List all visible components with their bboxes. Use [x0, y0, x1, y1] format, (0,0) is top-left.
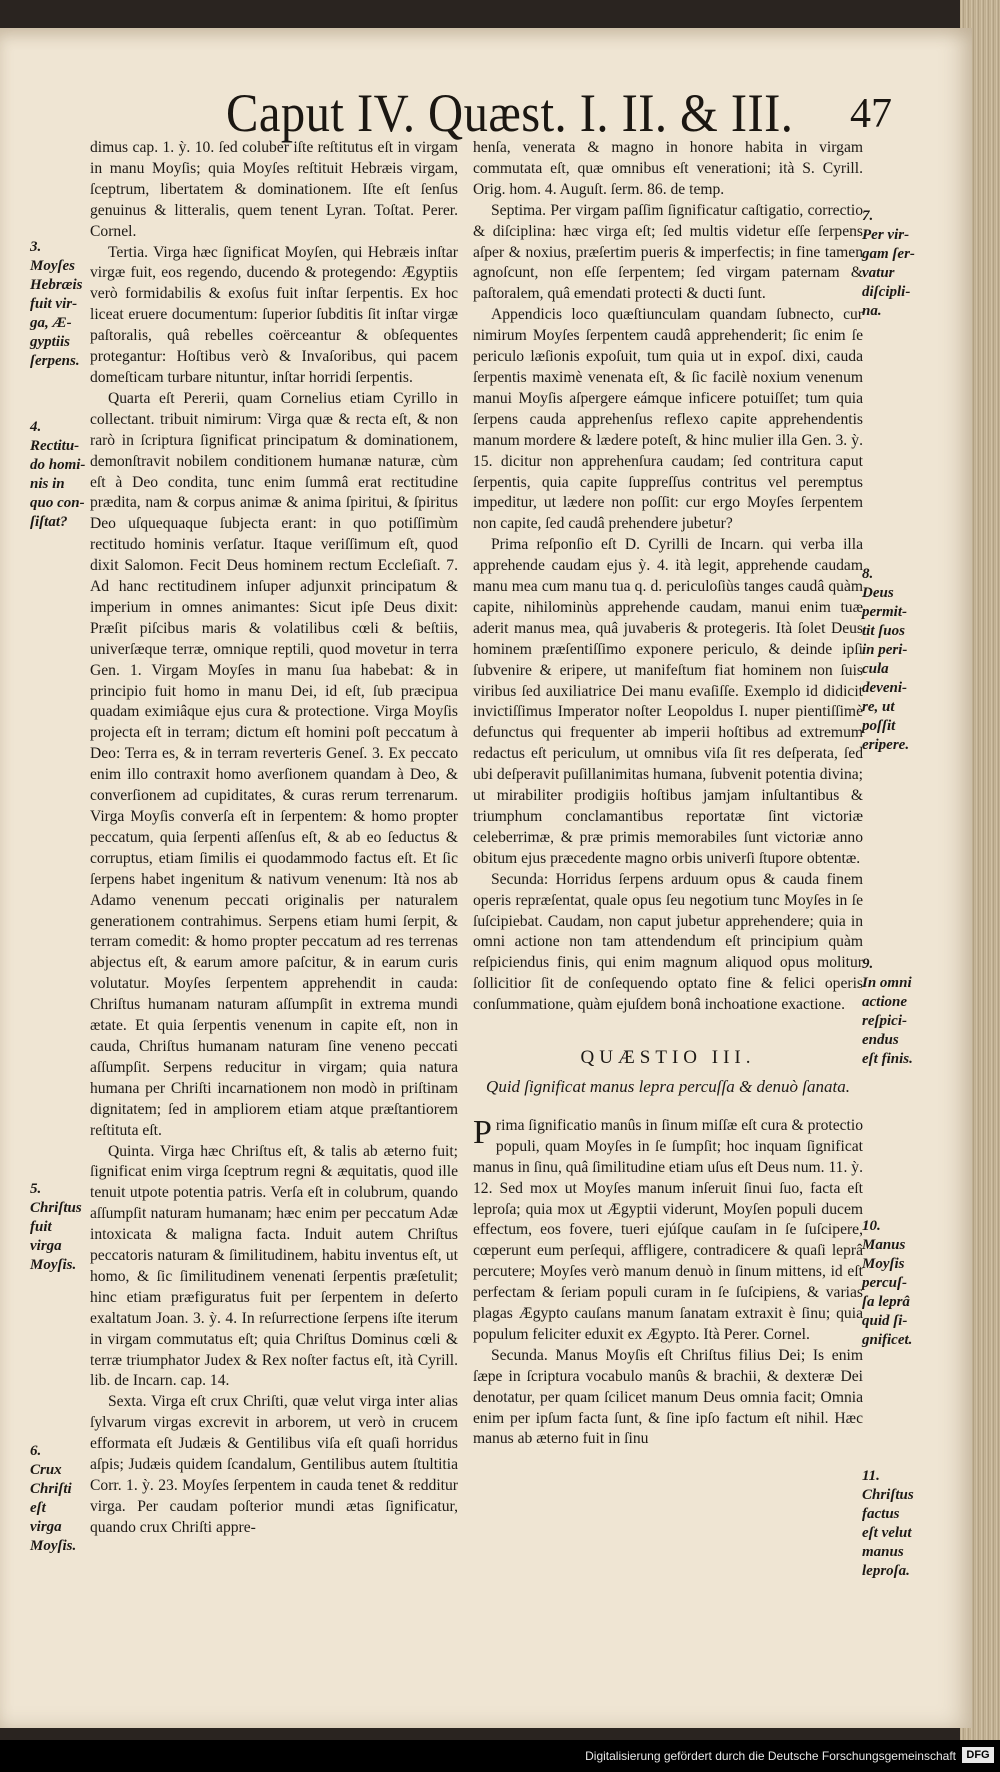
paragraph: dimus cap. 1. ỳ. 10. ſed coluber iſte reſtitutus eſt in virgam in manu Moyſis; quia Moyſes reſtituit Hebræis virgam, ſceptrum, libertatem & dominationem. Iſte eſt ſenſus genuinus & litteralis, quem tenent Lyran. Toſtat. Perer. Cornel.: [90, 139, 458, 240]
quaestio-heading: QUÆSTIO III.: [580, 1047, 756, 1069]
margin-note: 9. In omni actione reſpici- endus eſt finis.: [862, 956, 913, 1067]
page-number: 47: [850, 91, 892, 137]
margin-note: 6. Crux Chriſti eſt virga Moyſis.: [30, 1443, 77, 1554]
paragraph: Tertia. Virga hæc ſignificat Moyſen, qui Hebræis inſtar virgæ fuit, eos regendo, ducendo & protegendo: Ægyptiis verò formidabilis & exoſus fuit inſtar ſerpentis. Ex hoc liceat eruere documentum: ſuperior ſubditis ſit inſtar virgæ paſtoralis, quâ rebelles coërceantur & obſequentes protegantur: Hoſtibus verò & Invaſoribus, qui pacem domeſticam turbare nituntur, inſtar horridi ſerpentis.: [90, 243, 458, 386]
paragraph-text: rima ſignificatio manûs in ſinum miſſæ eſt cura & protectio populi, quam Moyſes in ſe ſumpſit; hoc inquam ſignificat manus in ſinu, quâ ſimilitudine etiam uſus eſt Deus num. 11. ỳ. 12. Sed mox ut Moyſes manum inſeruit ſinui ſuo, facta eſt leproſa; quia mox ut Ægyptii viderunt, Moyſen populi ducem effectum, eos fovere, tueri ejúſque cauſam in ſe ſuſcipere, cœperunt eum perſequi, affligere, contradicere & quaſi leprâ percutere; Moyſes verò manum denuò in ſinum mittens, id eſt perfectam & ſeriam populi curam in ſe ſuſcipiens, & varias plagas Ægypto cauſans manum ſanatam extraxit è ſinu; quia populum feliciter eduxit ex Ægypto. Ità Perer. Cornel.: [473, 1116, 863, 1343]
margin-note: 7. Per vir- gam ſer- vatur diſcipli- na.: [862, 208, 915, 319]
margin-note: 5. Chriſtus fuit virga Moyſis.: [30, 1181, 82, 1273]
paragraph: henſa, venerata & magno in honore habita in virgam commutata eſt, quæ omnibus eſt venerationi; ità S. Cyrill. Orig. hom. 4. Auguſt. ſerm. 86. de temp.: [473, 139, 863, 198]
paragraph: Secunda: Horridus ſerpens arduum opus & cauda finem operis repræſentat, quale opus ſeu negotium tunc Moyſes in ſe ſuſcipiebat. Caudam, non caput jubetur apprehendere; quia in omni actione non tam attendendum eſt principium quàm reſpiciendus finis, qui enim magnum aliquod opus molitur ſollicitior ſit de conſequendo optato fine & felici operis conſummatione, quàm ejuſdem bonâ inchoatione exactione.: [473, 870, 863, 1014]
paragraph: Septima. Per virgam paſſim ſignificatur caſtigatio, correctio & diſciplina: hæc virga eſt; ſed multis videtur eſſe ſerpens aſper & noxius, præſertim pueris & imperfectis; in fine tamen agnoſcunt, non eſſe ſerpentem; ſed virgam paternam & paſtoralem, quâ emendati protecti & ducti ſunt.: [473, 201, 863, 303]
paragraph: Quarta eſt Pererii, quam Cornelius etiam Cyrillo in collectant. tribuit nimirum: Virga quæ & recta eſt, & non rarò in ſcriptura ſignificat principatum & dominationem, demonſtravit nobilem conditionem humanæ naturæ, cùm eſt à Deo condita, tunc enim ſummâ erat rectitudine prædita, nam & corpus animæ & anima ſpiritui, & ſpiritus Deo uſquequaque ſubjecta erant: in quo potiſſimùm rectitudo hominis verſatur. Itaque veriſſimum eſt, quod dixit Salomon. Fecit Deus hominem rectum Eccleſiaſt. 7. Ad hanc rectitudinem inſuper adjunxit principatum & imperium in omnes animantes: Sicut ipſe Deus dixit: Præſit piſcibus maris & volatilibus cœli & beſtiis, univerſæque terræ, omnique reptili, quod movetur in terra Gen. 1. Virgam Moyſes in manu ſua habebat: & in principio fuit homo in manu Dei, id eſt, ſub præcipua quadam eximiâque ejus cura & protectione. Virga Moyſis projecta eſt in terram; dictum eſt homini poſt peccatum à Deo: Terra es, & in terram reverteris Geneſ. 3. Ex peccato enim illo contraxit homo averſionem quandam à Deo, & converſionem ad cupiditates, & curas rerum terrenarum. Virga Moyſis converſa eſt in ſerpentem: & homo propter peccatum, quia ſerpenti aſſenſus eſt, & ab eo ſeductus & corruptus, etiam ſimilis ei quodammodo factus eſt. Et ſic ſerpens habet ingenitum & nativum venenum: Ità nos ab Adamo venenum peccati originalis per naturalem generationem contrahimus. Serpens etiam humi ſerpit, & terram comedit: & homo propter peccatum ad res terrenas abjectus eſt, & earum amore paſcitur, & in earum curis volutatur. Moyſes ſerpentem apprehendit in cauda: Chriſtus humanam naturam aſſumpſit in extrema mundi ætate. Et quia ſerpentis venenum in capite eſt, non in cauda, Chriſtus humanam naturam ſine veneno peccati aſſumpſit. Serpens reducitur in virgam; quia natura humana per Chriſti incarnationem non modò in priſtinam dignitatem; ſed in ampliorem etiam atque præſtantiorem reſtituta eſt.: [90, 389, 458, 1139]
right-column: [473, 138, 863, 1450]
margin-note: 8. Deus permit- tit ſuos in peri- cula deveni- re, ut poſſit eripere.: [862, 566, 910, 753]
quaestio-subtitle: Quid ſignificat manus lepra percuſſa & denuò ſanata.: [486, 1076, 850, 1096]
dfg-logo: DFG: [962, 1747, 994, 1763]
margin-note: 10. Manus Moyſis percuſ- ſa leprâ quid ſi- gnificet.: [862, 1218, 913, 1348]
drop-cap: P: [473, 1113, 492, 1151]
paragraph: Sexta. Virga eſt crux Chriſti, quæ velut virga inter alias ſylvarum virgas excrevit in arborem, ut verò in crucem efformata eſt Judæis & Gentilibus viſa eſt quaſi horridus aſpis; Judæis quidem ſcandalum, Gentilibus autem ſtultitia Corr. 1. ỳ. 23. Moyſes ſerpentem in cauda tenet & redditur virga. Per caudam poſterior mundi ætas ſignificatur, quando crux Chriſti appre-: [90, 1393, 458, 1536]
margin-note: 4. Rectitu- do homi- nis in quo con- ſiſtat?: [30, 419, 86, 530]
paragraph: Quinta. Virga hæc Chriſtus eſt, & talis ab æterno fuit; ſignificat enim virga ſceptrum regni & æquitatis, quod ille tenuit utpote potentia patris. Verſa eſt in colubrum, quando aſſumpſit naturam humanam; hæc enim per peccatum Adæ intoxicata & maligna facta. Induit autem Chriſtus peccatoris naturam & ſimilitudinem, habitu inventus eſt, ut homo, & ſic ſimilitudinem venenati ſerpentis præſetulit; hinc etiam præfiguratus fuit per ſerpentem in deſerto exaltatum Joan. 3. ỳ. 4. In reſurrectione ſerpens iſte iterum in virgam commutatus eſt; quia Chriſtus Dominus cœli & terræ triumphator Judex & Rex noſter factus eſt, ità Cyrill. lib. de Incarn. cap. 14.: [90, 1142, 458, 1390]
paragraph: Prima reſponſio eſt D. Cyrilli de Incarn. qui verba illa apprehende caudam ejus ỳ. 4. ità legit, apprehende caudam manu mea cum manu tua q. d. periculoſiùs tanges caudâ quàm capite, nihilominùs apprehende caudam, manui enim tuæ aderit manus mea, quâ juvaberis & protegeris. Ità ſolet Deus hominem præſentiſſimo exponere periculo, & deinde ipſi ſubvenire & eripere, ut manifeſtum fiat hominem non ſuis viribus ſed auxiliatrice Dei manu evaſiſſe. Exemplo id didicit invictiſſimus Imperator noſter Leopoldus I. nuper pientiſſimè defunctus qui frequenter ab imperii hoſtibus ad extremum redactus eſt periculum, ut omnibus viſa ſit res deſperata, ſed ubi deſperavit puſillanimitas humana, ſubvenit potentia divina; ut mirabiliter prodigiis hoſtibus jamjam inſultantibus & triumphum conclamantibus reportatæ ſint victoriæ celeberrimæ, & præ primis memorabiles ſunt victoriæ anno obitum ejus præcedente magno orbis univerſi ſtupore obtentæ.: [473, 536, 863, 867]
running-title: Caput IV. Quæst. I. II. & III.: [226, 83, 794, 143]
digitization-footer: [0, 1740, 1000, 1772]
paragraph: Secunda. Manus Moyſis eſt Chriſtus filius Dei; Is enim ſæpe in ſcriptura vocabulo manûs & brachii, & dexteræ Dei denotatur, per quam ſcilicet manum Deus omnia facit; Omnia enim per ipſum facta ſunt, & ſine ipſo factum eſt nihil. Hæc manus ab æterno fuit in ſinu: [473, 1346, 863, 1448]
margin-note: 3. Moyſes Hebræis fuit vir- ga, Æ- gyptiis ſerpens.: [30, 239, 83, 369]
paragraph: [473, 1113, 863, 1346]
paragraph: Appendicis loco quæſtiunculam quandam ſubnecto, cur nimirum Moyſes ſerpentem caudâ apprehenderit; ſic enim ſe periculo læſionis expoſuit, tum quia ut in expoſ. dixi, cauda ſerpentis maximè venenata eſt, & ſic facilè noxium venenum manui Moyſis aſpergere eámque inficere potuiſſet; tum quia ſerpens cauda apprehenſus reflexo capite apprehendentis manum mordere & lædere poteſt, & hinc mulier illa Gen. 3. ỳ. 15. dicitur non apprehenſura caudam; ſed contritura caput ſerpentis, quia capite ſuppreſſus contritus vel peremptus impeditur, ut lædere non poſſit: cur ergo Moyſes ſerpentem non capite, ſed caudâ prehendere jubetur?: [473, 306, 863, 533]
footer-credit: Digitalisierung gefördert durch die Deutsche Forschungsgemeinschaft: [585, 1749, 956, 1763]
margin-note: 11. Chriſtus factus eſt velut manus leproſa.: [862, 1468, 914, 1579]
left-column: [90, 138, 458, 1539]
